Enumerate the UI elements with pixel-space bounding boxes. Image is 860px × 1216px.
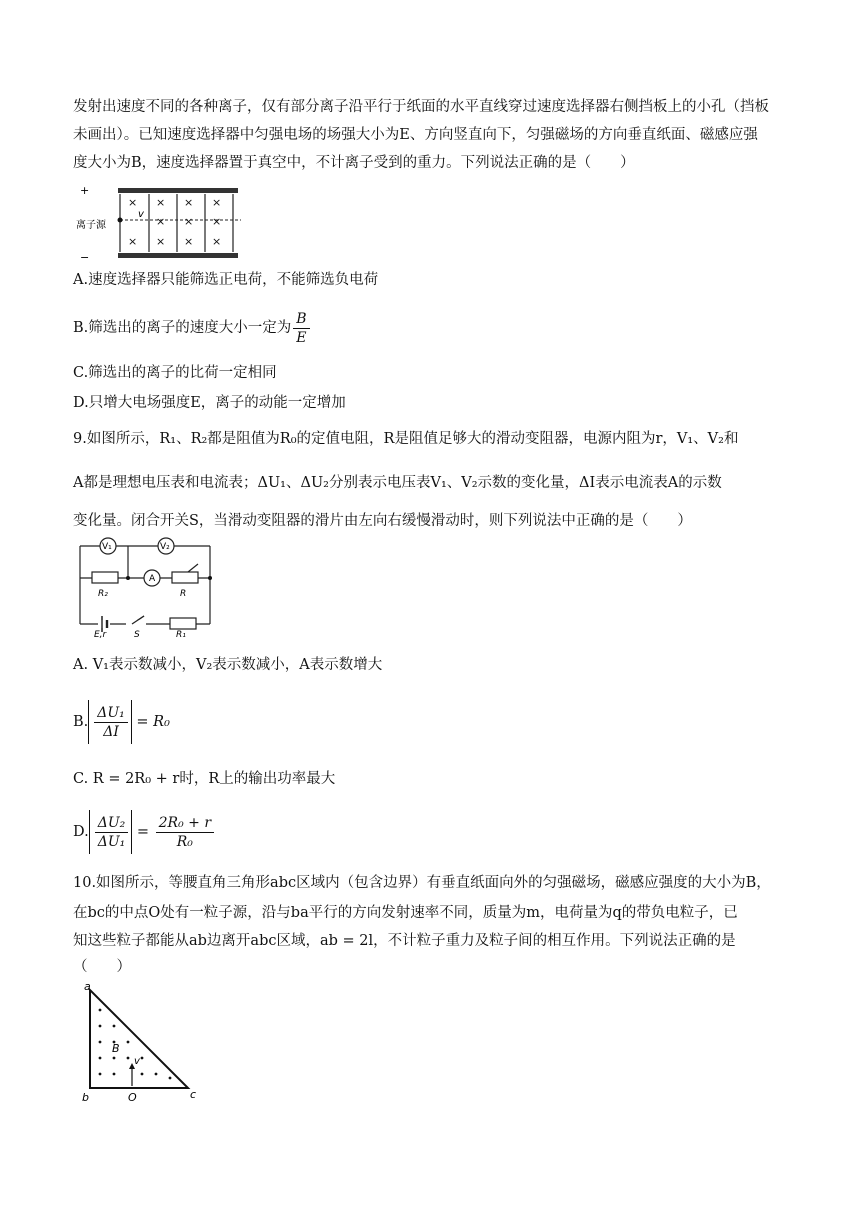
- q8-option-a: A.速度选择器只能筛选正电荷，不能筛选负电荷: [73, 272, 379, 288]
- q10-stem-line-4: （ ）: [73, 959, 131, 975]
- q9-option-d-abs: [89, 810, 133, 854]
- q9-option-b-fraction: [94, 704, 128, 741]
- q9-option-d-fraction: [95, 814, 129, 851]
- q9-option-c: C. R = 2R₀ + r时，R上的输出功率最大: [73, 771, 336, 787]
- fraction-numerator: B: [293, 310, 309, 329]
- svg-text:×: ×: [212, 215, 222, 228]
- q9-option-d-rhs-fraction: [156, 814, 214, 851]
- q9-option-b-rhs: = R₀: [136, 714, 170, 730]
- q9-stem-line-1: 9.如图所示，R₁、R₂都是阻值为R₀的定值电阻，R是阻值足够大的滑动变阻器，电源内阻为r，V₁、V₂和: [73, 431, 739, 447]
- vertex-c-label: c: [190, 1088, 197, 1101]
- q9-option-d: [73, 810, 793, 854]
- q9-option-b-abs: [88, 700, 132, 744]
- q8-option-b: [73, 306, 793, 350]
- velocity-label: v: [138, 209, 144, 220]
- svg-text:×: ×: [128, 235, 138, 248]
- ion-source-label: 离子源: [76, 220, 106, 231]
- fraction-numerator: ΔU₁: [94, 704, 128, 723]
- svg-text:×: ×: [184, 196, 194, 209]
- q8-option-b-text: B.筛选出的离子的速度大小一定为: [73, 320, 292, 336]
- q10-stem-line-3: 知这些粒子都能从ab边离开abc区域，ab = 2l，不计粒子重力及粒子间的相互作用。下列说法正确的是: [73, 933, 736, 949]
- plus-sign: +: [80, 184, 90, 197]
- q8-stem-line-2: 未画出）。已知速度选择器中匀强电场的场强大小为E、方向竖直向下，匀强磁场的方向垂直纸面、磁感应强: [73, 127, 758, 143]
- svg-text:×: ×: [184, 235, 194, 248]
- triangle-field-figure: [78, 980, 208, 1102]
- switch-label: S: [134, 630, 140, 638]
- q9-option-b: [73, 700, 793, 744]
- equals-sign: =: [136, 824, 150, 840]
- q9-option-a: A. V₁表示数减小，V₂表示数减小，A表示数增大: [73, 657, 383, 673]
- q8-option-c: C.筛选出的离子的比荷一定相同: [73, 365, 277, 381]
- rheostat-label: R: [180, 589, 187, 599]
- fraction-denominator: E: [296, 329, 307, 346]
- q9-option-d-prefix: D.: [73, 824, 89, 840]
- svg-text:×: ×: [128, 196, 138, 209]
- vertex-b-label: b: [82, 1091, 89, 1102]
- velocity-selector-figure: [76, 184, 246, 264]
- q8-option-d: D.只增大电场强度E，离子的动能一定增加: [73, 395, 346, 411]
- voltmeter-v2-label: V₂: [160, 542, 170, 552]
- velocity-v-label: v: [134, 1056, 140, 1067]
- fraction-denominator: ΔI: [103, 723, 119, 740]
- fraction-numerator: ΔU₂: [95, 814, 129, 833]
- minus-sign: −: [80, 251, 90, 264]
- fraction-numerator: 2R₀ + r: [156, 814, 214, 833]
- q10-stem-line-1: 10.如图所示，等腰直角三角形abc区域内（包含边界）有垂直纸面向外的匀强磁场，磁感应强度的大小为B，: [73, 875, 771, 891]
- r1-label: R₁: [176, 630, 186, 638]
- q9-stem-line-3: 变化量。闭合开关S，当滑动变阻器的滑片由左向右缓慢滑动时，则下列说法中正确的是（ ）: [73, 513, 692, 529]
- q8-stem-line-1: 发射出速度不同的各种离子，仅有部分离子沿平行于纸面的水平直线穿过速度选择器右侧挡板上的小孔（挡板: [73, 99, 769, 115]
- vertex-a-label: a: [84, 980, 91, 993]
- svg-text:×: ×: [156, 215, 166, 228]
- q8-stem-line-3: 度大小为B，速度选择器置于真空中，不计离子受到的重力。下列说法正确的是（ ）: [73, 155, 635, 171]
- source-label: E,r: [94, 630, 107, 638]
- fraction-denominator: ΔU₁: [97, 833, 126, 850]
- q9-stem-line-2: A都是理想电压表和电流表；ΔU₁、ΔU₂分别表示电压表V₁、V₂示数的变化量，ΔI表示电流表A的示数: [73, 475, 722, 491]
- field-b-label: B: [112, 1042, 120, 1055]
- q10-stem-line-2: 在bc的中点O处有一粒子源，沿与ba平行的方向发射速率不同，质量为m，电荷量为q的带负电粒子，已: [73, 905, 738, 921]
- q9-option-b-prefix: B.: [73, 714, 89, 730]
- ammeter-label: A: [149, 574, 156, 584]
- svg-text:×: ×: [184, 215, 194, 228]
- r2-label: R₂: [98, 589, 108, 599]
- circuit-figure: [70, 536, 220, 638]
- svg-text:×: ×: [156, 196, 166, 209]
- fraction-denominator: R₀: [176, 833, 193, 850]
- svg-text:×: ×: [212, 235, 222, 248]
- origin-o-label: O: [128, 1091, 137, 1102]
- voltmeter-v1-label: V₁: [102, 542, 112, 552]
- svg-text:×: ×: [212, 196, 222, 209]
- q8-option-b-fraction: [293, 310, 309, 347]
- svg-text:×: ×: [156, 235, 166, 248]
